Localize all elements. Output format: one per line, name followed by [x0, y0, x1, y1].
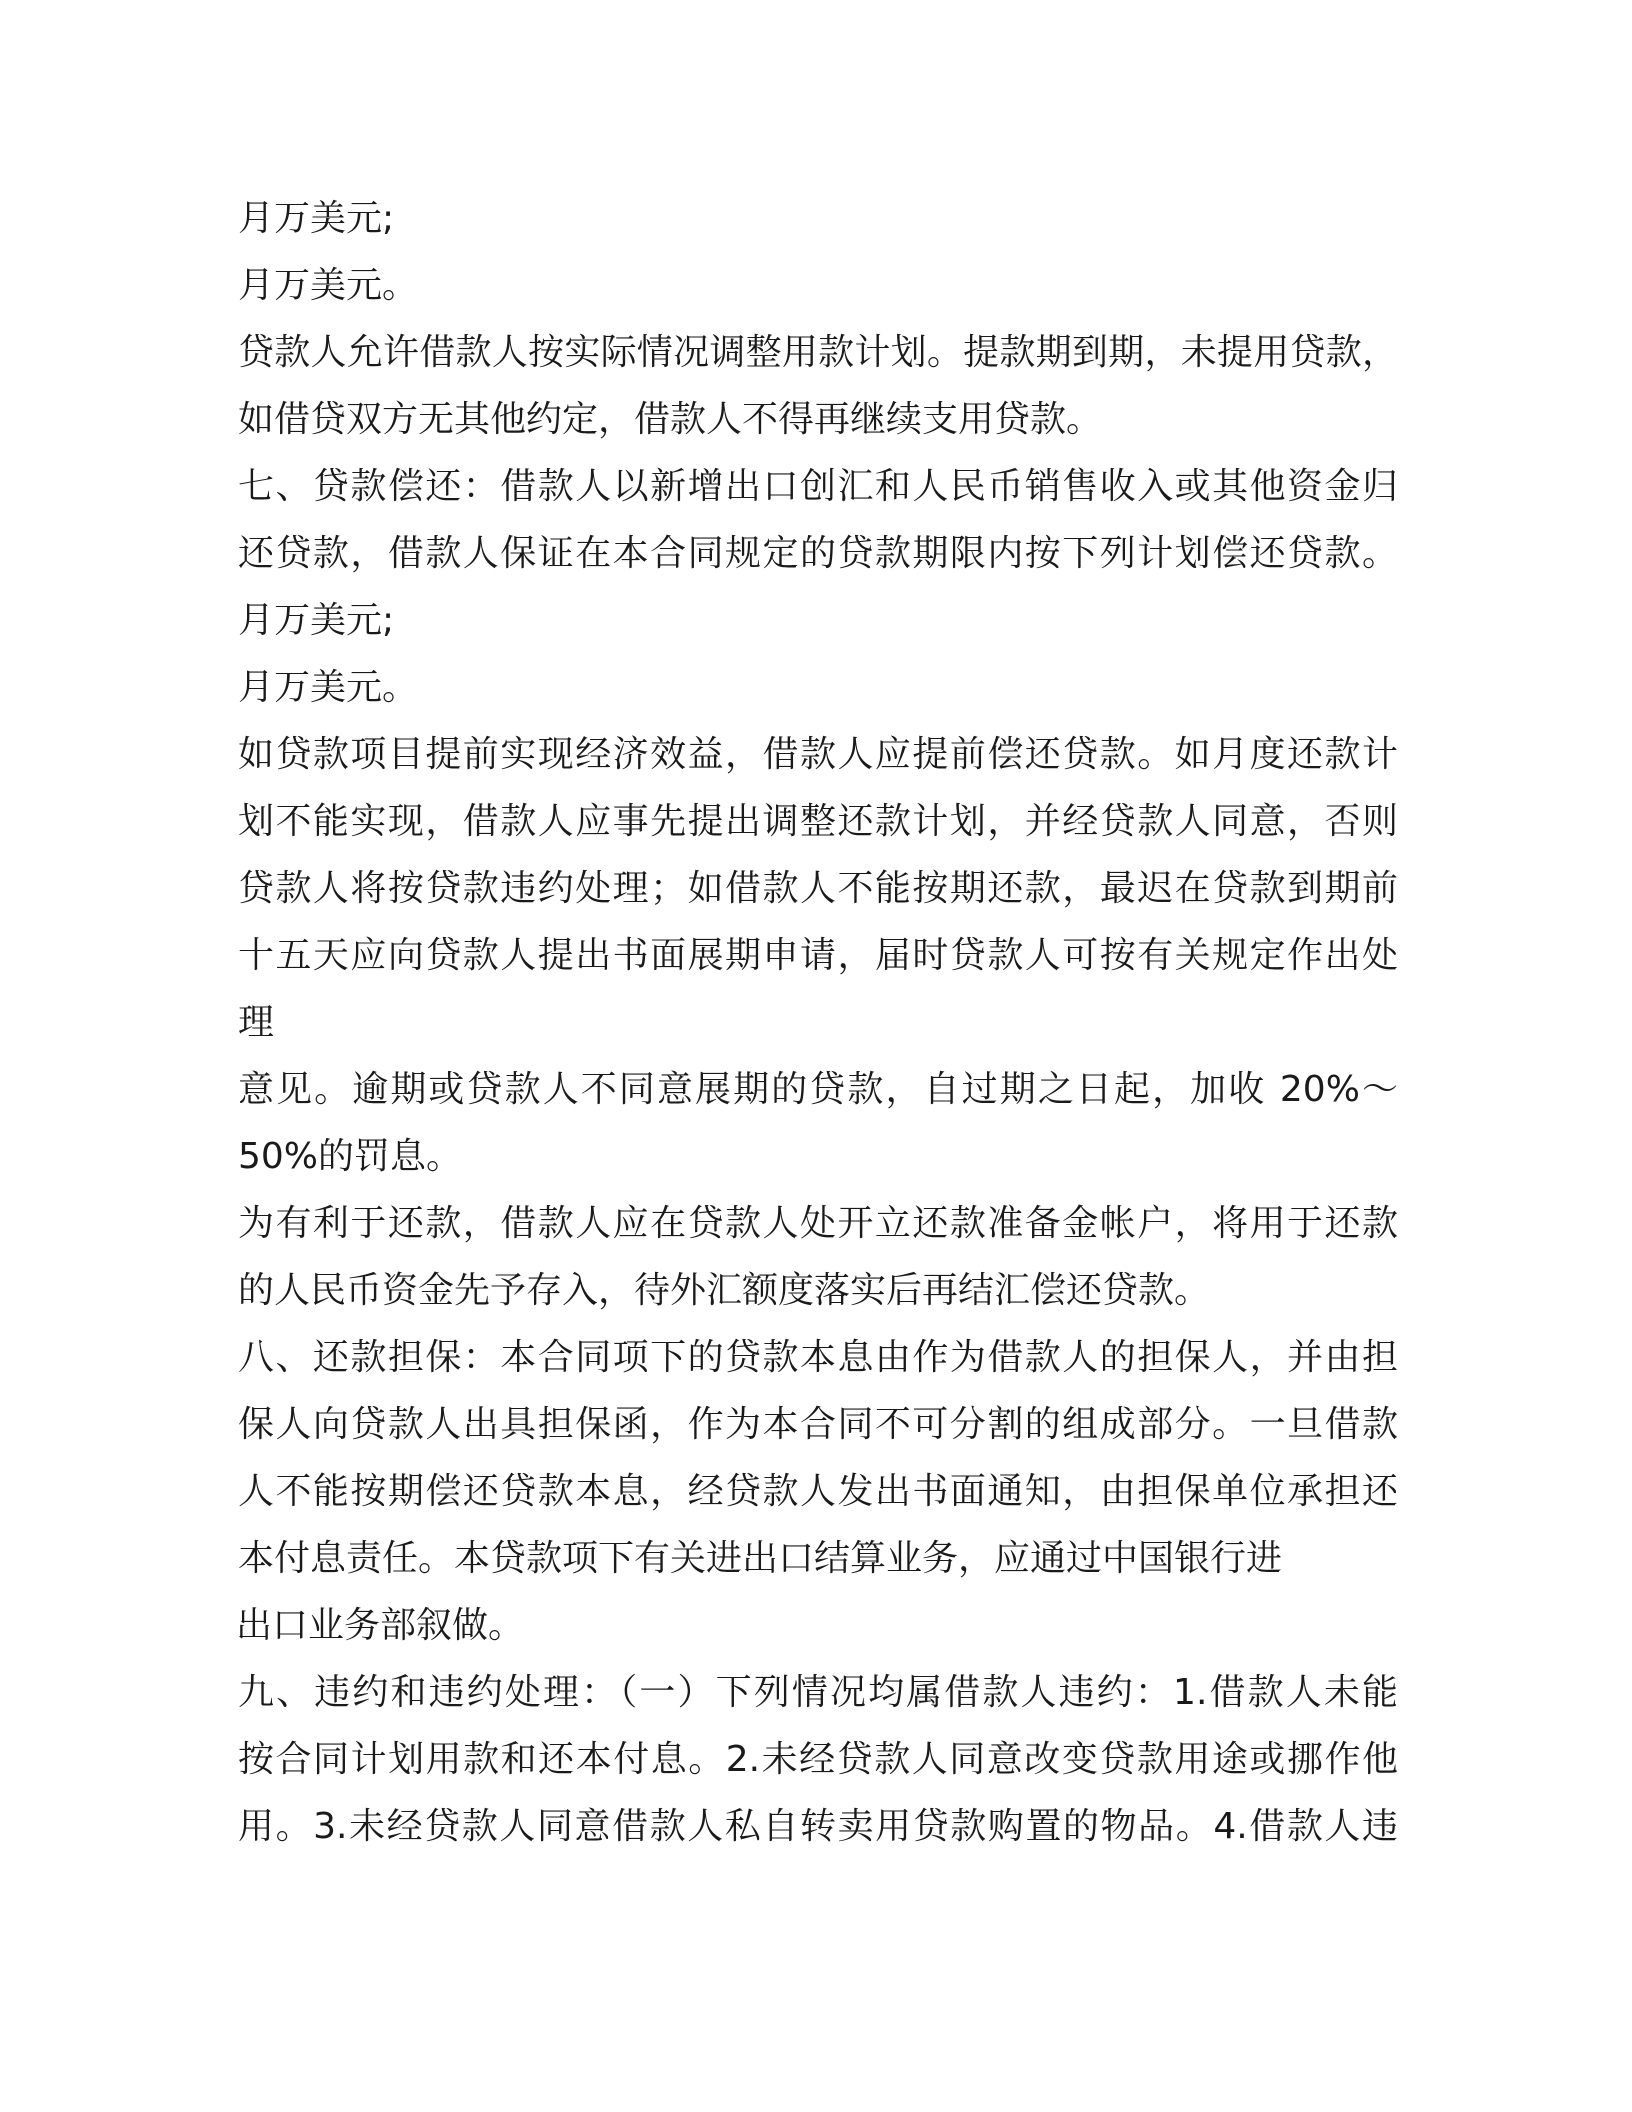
text-line: 月万美元; [238, 198, 395, 239]
text-line: 划不能实现，借款人应事先提出调整还款计划，并经贷款人同意，否则 [238, 801, 1398, 842]
text-line: 用。3.未经贷款人同意借款人私自转卖用贷款购置的物品。4.借款人违 [238, 1806, 1398, 1847]
text-line: 保人向贷款人出具担保函，作为本合同不可分割的组成部分。一旦借款 [238, 1404, 1398, 1445]
text-line: 如借贷双方无其他约定，借款人不得再继续支用贷款。 [238, 399, 1103, 440]
text-line: 50%的罚息。 [238, 1136, 463, 1177]
text-line: 按合同计划用款和还本付息。2.未经贷款人同意改变贷款用途或挪作他 [238, 1739, 1398, 1780]
text-line: 十五天应向贷款人提出书面展期申请，届时贷款人可按有关规定作出处 [238, 935, 1398, 976]
text-line: 九、违约和违约处理：（一）下列情况均属借款人违约：1.借款人未能 [238, 1672, 1398, 1713]
text-line: 意见。逾期或贷款人不同意展期的贷款，自过期之日起，加收 20%～ [238, 1069, 1398, 1110]
text-line: 月万美元。 [238, 667, 419, 708]
text-line: 月万美元。 [238, 265, 419, 306]
text-line: 的人民币资金先予存入，待外汇额度落实后再结汇偿还贷款。 [238, 1270, 1211, 1311]
text-line: 为有利于还款，借款人应在贷款人处开立还款准备金帐户，将用于还款 [238, 1203, 1398, 1244]
text-line: 贷款人允许借款人按实际情况调整用款计划。提款期到期，未提用贷款， [238, 332, 1398, 373]
text-line: 七、贷款偿还：借款人以新增出口创汇和人民币销售收入或其他资金归 [238, 466, 1398, 507]
text-line: 八、还款担保：本合同项下的贷款本息由作为借款人的担保人，并由担 [238, 1337, 1398, 1378]
text-line: 本付息责任。本贷款项下有关进出口结算业务，应通过中国银行进 [238, 1538, 1283, 1579]
text-line: 贷款人将按贷款违约处理；如借款人不能按期还款，最迟在贷款到期前 [238, 868, 1398, 909]
text-line: 出口业务部叙做。 [236, 1605, 525, 1646]
text-line: 还贷款，借款人保证在本合同规定的贷款期限内按下列计划偿还贷款。 [238, 533, 1398, 574]
text-line: 人不能按期偿还贷款本息，经贷款人发出书面通知，由担保单位承担还 [238, 1471, 1398, 1512]
text-line: 如贷款项目提前实现经济效益，借款人应提前偿还贷款。如月度还款计 [238, 734, 1398, 775]
text-line: 月万美元; [238, 600, 395, 641]
text-line: 理 [238, 1002, 275, 1043]
